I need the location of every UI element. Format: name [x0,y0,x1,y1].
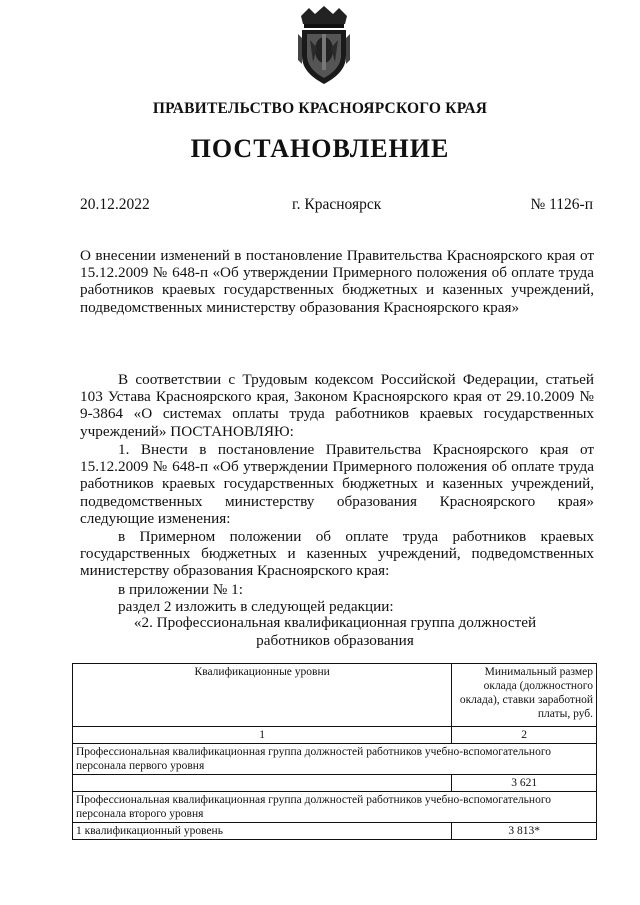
table-header-cell: Минимальный размер оклада (должностного оклада), ставки заработной платы, руб. [452,664,597,727]
coat-of-arms-icon [295,4,353,86]
table-row [73,823,597,840]
table-group-cell: Профессиональная квалификационная группа должностей работников учебно-вспомогательного персонала второго уровня [73,792,597,823]
section-title: «2. Профессиональная квалификационная группа должностей работников образования [133,614,537,649]
document-date: 20.12.2022 [80,196,150,213]
table-level-cell [73,775,452,792]
document-number: № 1126-п [530,196,593,213]
table-row [73,775,597,792]
salary-table [72,663,597,840]
paragraph-basis: В соответствии с Трудовым кодексом Российской Федерации, статьей 103 Устава Красноярского края, Законом Красноярского края от 29.10.2009 № 9-3864 «О системах оплаты труда работников краевых государственных учреждений» ПОСТАНОВЛЯЮ: [80,371,594,440]
table-level-cell: 1 квалификационный уровень [73,823,452,840]
table-column-number: 2 [452,727,597,744]
document-city: г. Красноярск [292,196,382,213]
document-subject: О внесении изменений в постановление Правительства Красноярского края от 15.12.2009 № 648-п «Об утверждении Примерного положения об оплате труда работников краевых государственных бюджетных и казенных учреждений, подведомственных министерству образования Красноярского края» [80,247,594,316]
table-header-row [73,664,597,727]
paragraph-item-1: 1. Внести в постановление Правительства Красноярского края от 15.12.2009 № 648-п «Об утверждении Примерного положения об оплате труда работников краевых государственных бюджетных и казенных учреждений, подведомственных министерству образования Красноярского края» следующие изменения: [80,441,594,527]
table-value-cell: 3 621 [452,775,597,792]
line-section-change: раздел 2 изложить в следующей редакции: [118,598,394,615]
table-row [73,744,597,775]
document-type: ПОСТАНОВЛЕНИЕ [190,134,450,163]
table-column-number: 1 [73,727,452,744]
table-group-cell: Профессиональная квалификационная группа должностей работников учебно-вспомогательного персонала первого уровня [73,744,597,775]
paragraph-regulation: в Примерном положении об оплате труда работников краевых государственных бюджетных и казенных учреждений, подведомственных министерству образования Красноярского края: [80,528,594,580]
table-row [73,792,597,823]
organization-title: ПРАВИТЕЛЬСТВО КРАСНОЯРСКОГО КРАЯ [152,100,488,117]
table-value-cell: 3 813* [452,823,597,840]
table-header-cell: Квалификационные уровни [73,664,452,727]
line-appendix: в приложении № 1: [118,581,243,598]
table-column-numbers-row [73,727,597,744]
